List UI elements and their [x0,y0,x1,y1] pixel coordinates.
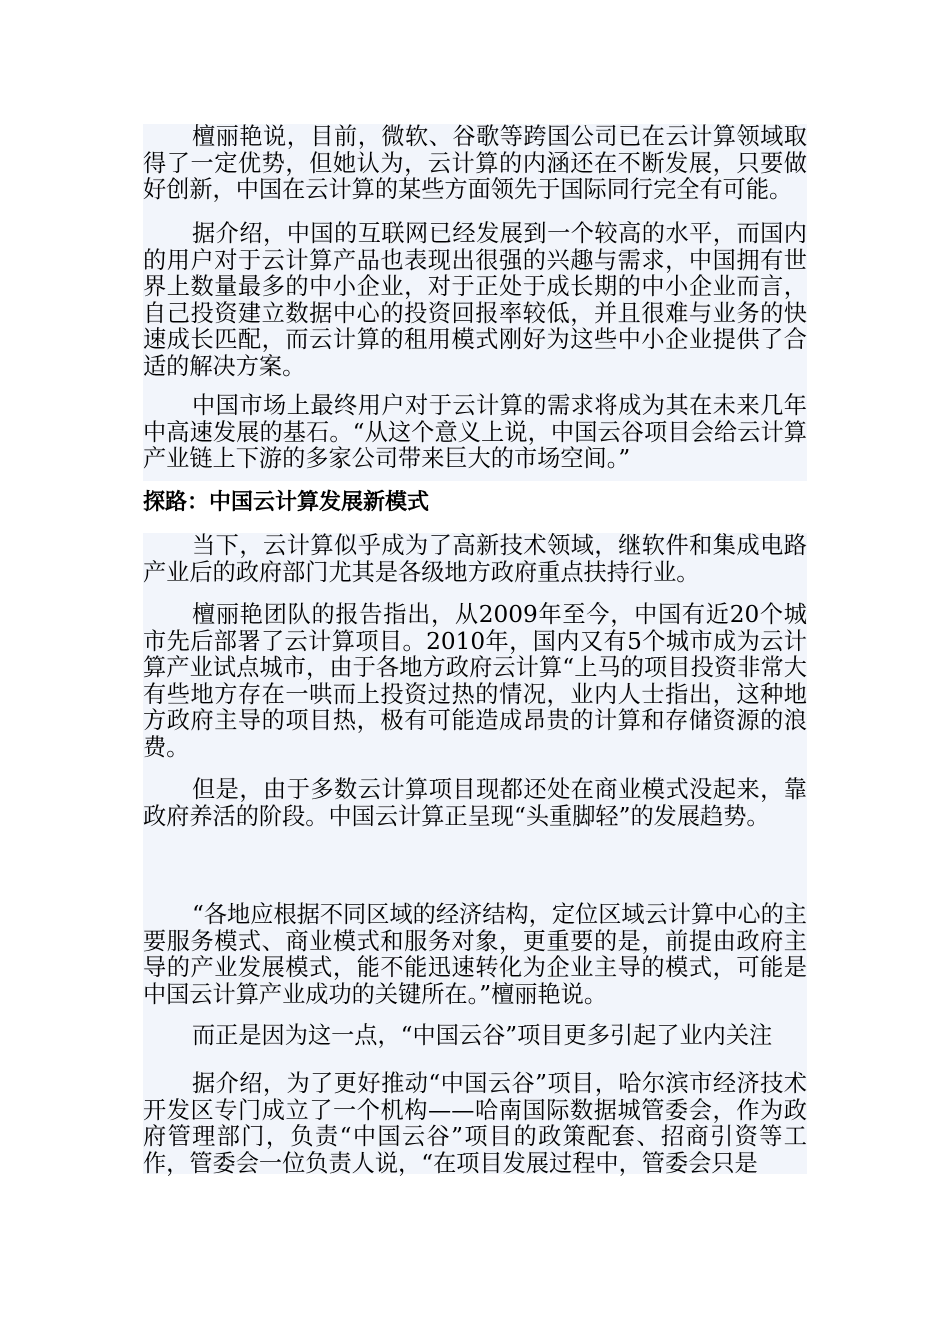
paragraph: 据介绍，为了更好推动“中国云谷”项目，哈尔滨市经济技术开发区专门成立了一个机构——哈南国际数据城管委会，作为政府管理部门，负责“中国云谷”项目的政策配套、招商引资等工作，管委会一位负责人说，“在项目发展过程中，管委会只是 [143,1070,807,1177]
paragraph: 檀丽艳说，目前，微软、谷歌等跨国公司已在云计算领域取得了一定优势，但她认为，云计算的内涵还在不断发展，只要做好创新，中国在云计算的某些方面领先于国际同行完全有可能。 [143,123,807,204]
paragraph: “各地应根据不同区域的经济结构，定位区域云计算中心的主要服务模式、商业模式和服务对象，更重要的是，前提由政府主导的产业发展模式，能不能迅速转化为企业主导的模式，可能是中国云计算产业成功的关键所在。”檀丽艳说。 [143,901,807,1008]
paragraph: 据介绍，中国的互联网已经发展到一个较高的水平，而国内的用户对于云计算产品也表现出很强的兴趣与需求，中国拥有世界上数量最多的中小企业，对于正处于成长期的中小企业而言，自己投资建立数据中心的投资回报率较低，并且很难与业务的快速成长匹配，而云计算的租用模式刚好为这些中小企业提供了合适的解决方案。 [143,220,807,380]
section-heading: 探路：中国云计算发展新模式 [143,490,430,515]
paragraph: 而正是因为这一点，“中国云谷”项目更多引起了业内关注 [192,1022,773,1049]
article-section-1 [143,124,807,481]
article-section-2 [143,532,807,1177]
paragraph: 但是，由于多数云计算项目现都还处在商业模式没起来，靠政府养活的阶段。中国云计算正呈现“头重脚轻”的发展趋势。 [143,776,807,830]
paragraph: 檀丽艳团队的报告指出，从2009年至今，中国有近20个城市先后部署了云计算项目。2010年，国内又有5个城市成为云计算产业试点城市，由于各地方政府云计算“上马的项目投资非常大有些地方存在一哄而上投资过热的情况，业内人士指出，这种地方政府主导的项目热，极有可能造成昂贵的计算和存储资源的浪费。 [143,601,807,761]
paragraph: 中国市场上最终用户对于云计算的需求将成为其在未来几年中高速发展的基石。“从这个意义上说，中国云谷项目会给云计算产业链上下游的多家公司带来巨大的市场空间。” [143,392,807,473]
paragraph: 当下，云计算似乎成为了高新技术领域，继软件和集成电路产业后的政府部门尤其是各级地方政府重点扶持行业。 [143,532,807,586]
